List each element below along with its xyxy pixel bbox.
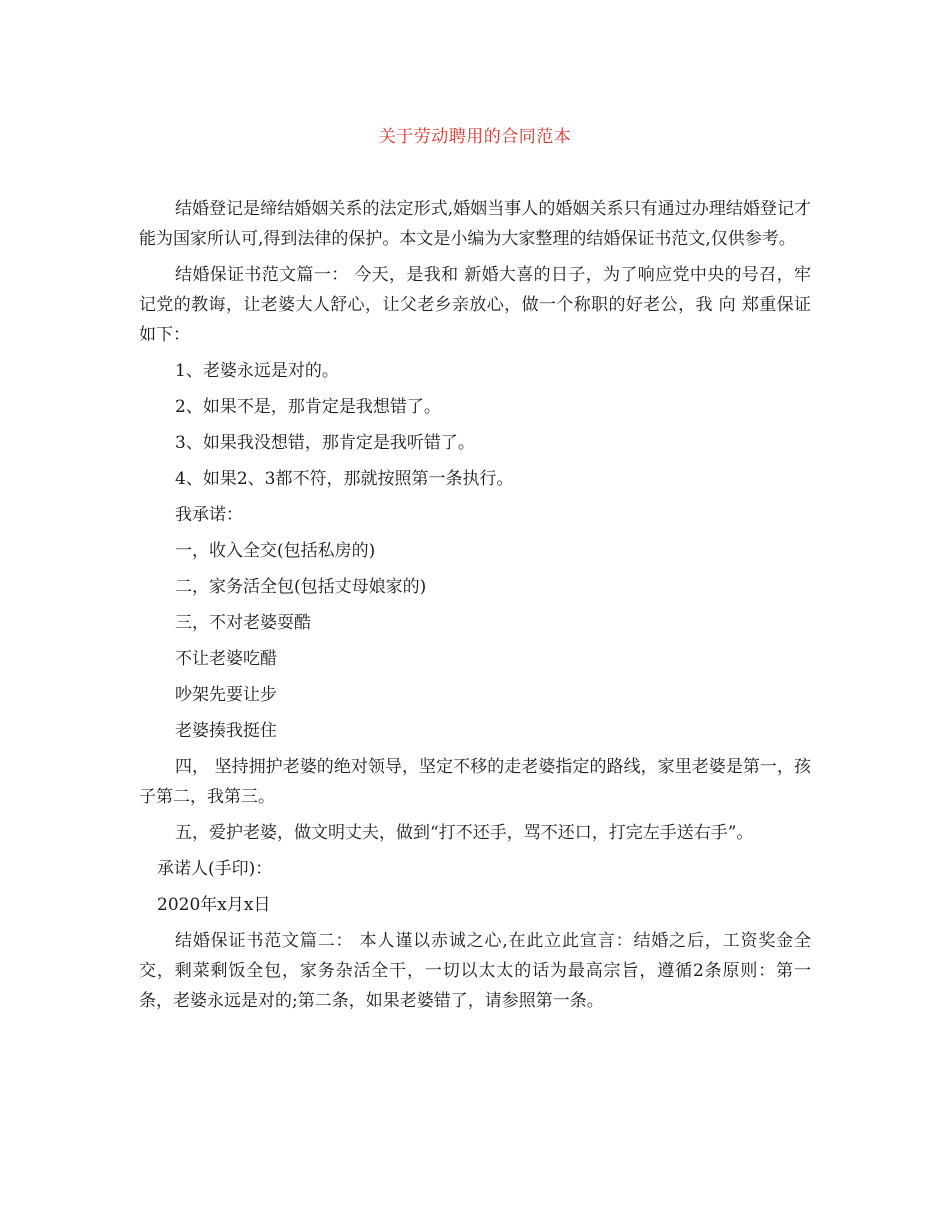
- paragraph-sample-one-heading: 结婚保证书范文篇一： 今天，是我和 新婚大喜的日子，为了响应党中央的号召，牢记党的教诲，让老婆大人舒心，让父老乡亲放心，做一个称职的好老公，我 向 郑重保证如下：: [139, 265, 811, 345]
- promise-item-5: 五，爱护老婆，做文明丈夫，做到“打不还手，骂不还口，打完左手送右手”。: [175, 823, 754, 843]
- signature-date: 2020年x月x日: [157, 895, 271, 915]
- list-item-2: 2、如果不是，那肯定是我想错了。: [175, 397, 441, 417]
- promise-item-3b: 吵架先要让步: [175, 685, 277, 705]
- list-item-1: 1、老婆永远是对的。: [175, 361, 339, 381]
- promise-heading: 我承诺：: [175, 505, 243, 525]
- paragraph-sample-two: 结婚保证书范文篇二： 本人谨以赤诚之心,在此立此宣言：结婚之后，工资奖金全交，剩菜剩饭全包，家务杂活全干，一切以太太的话为最高宗旨，遵循2条原则：第一条，老婆永远是对的;第二条，如果老婆错了，请参照第一条。: [139, 931, 811, 1011]
- promise-item-3: 三，不对老婆耍酷: [175, 613, 311, 633]
- list-item-4: 4、如果2、3都不符，那就按照第一条执行。: [175, 469, 514, 489]
- document-title: 关于劳动聘用的合同范本: [378, 127, 572, 147]
- promise-item-3a: 不让老婆吃醋: [175, 649, 277, 669]
- promise-item-1: 一，收入全交(包括私房的): [175, 541, 376, 561]
- signatory-label: 承诺人(手印)：: [157, 859, 273, 879]
- document-body: [139, 194, 811, 1022]
- promise-item-4: 四， 坚持拥护老婆的绝对领导，坚定不移的走老婆指定的路线，家里老婆是第一，孩子第二，我第三。: [139, 757, 811, 807]
- paragraph-intro: 结婚登记是缔结婚姻关系的法定形式,婚姻当事人的婚姻关系只有通过办理结婚登记才能为国家所认可,得到法律的保护。本文是小编为大家整理的结婚保证书范文,仅供参考。: [139, 199, 811, 249]
- promise-item-2: 二，家务活全包(包括丈母娘家的): [175, 577, 427, 597]
- promise-item-3c: 老婆揍我挺住: [175, 721, 277, 741]
- list-item-3: 3、如果我没想错，那肯定是我听错了。: [175, 433, 475, 453]
